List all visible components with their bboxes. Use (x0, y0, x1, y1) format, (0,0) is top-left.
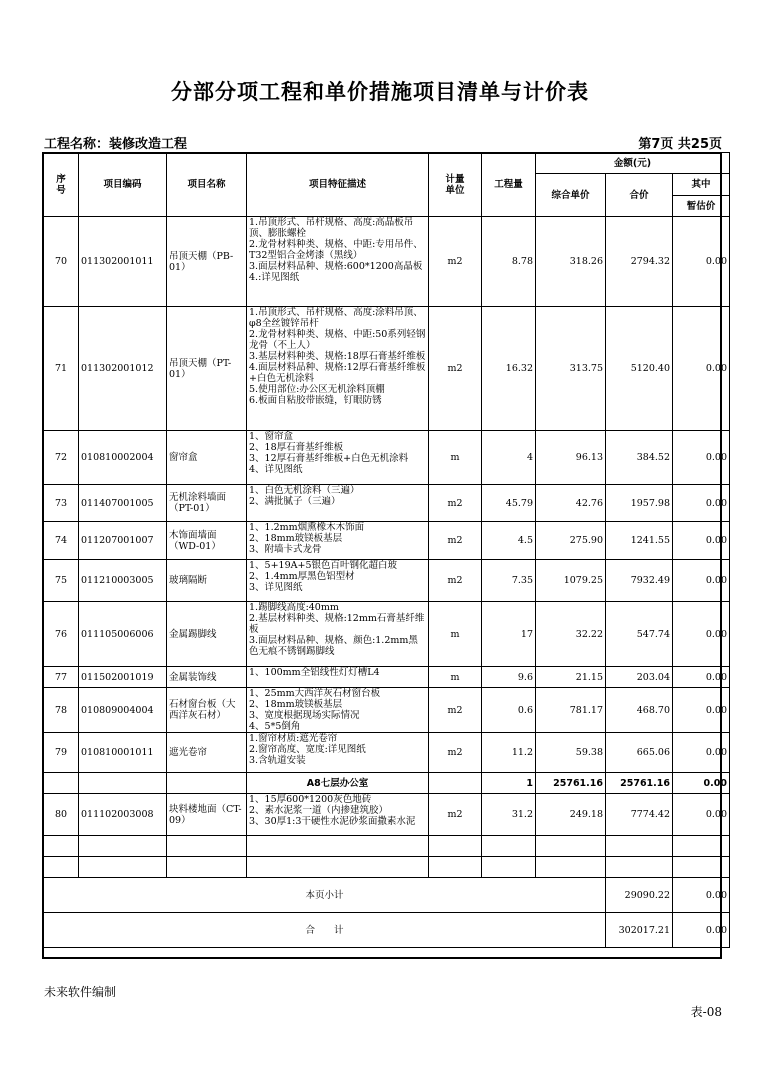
empty-cell (429, 857, 482, 878)
header-seq: 序 号 (44, 153, 79, 217)
row-unit: m2 (429, 794, 482, 836)
empty-cell (606, 857, 673, 878)
row-unit: m2 (429, 307, 482, 431)
section-unit-price: 25761.16 (536, 773, 606, 794)
row-name: 窗帘盒 (167, 431, 247, 485)
row-provisional: 0.00 (673, 485, 730, 522)
row-qty: 9.6 (482, 667, 536, 688)
header-code: 项目编码 (79, 153, 167, 217)
section-empty (429, 773, 482, 794)
row-provisional: 0.00 (673, 431, 730, 485)
row-total: 2794.32 (606, 217, 673, 307)
table-row (44, 688, 730, 733)
row-qty: 31.2 (482, 794, 536, 836)
row-qty: 8.78 (482, 217, 536, 307)
section-row (44, 773, 730, 794)
empty-cell (482, 857, 536, 878)
form-number: 表-08 (690, 1005, 722, 1019)
row-feature: 1.踢脚线高度:40mm 2.基层材料种类、规格:12mm石膏基纤维板 3.面层材料品种、规格、颜色:1.2mm黑色无痕不锈钢踢脚线 (247, 602, 429, 667)
row-unit-price: 59.38 (536, 733, 606, 773)
empty-cell (44, 836, 79, 857)
row-seq: 80 (44, 794, 79, 836)
row-unit: m2 (429, 522, 482, 560)
page-title: 分部分项工程和单价措施项目清单与计价表 (171, 80, 589, 104)
section-provisional: 0.00 (673, 773, 730, 794)
empty-row (44, 857, 730, 878)
row-seq: 71 (44, 307, 79, 431)
row-name: 木饰面墙面（WD-01） (167, 522, 247, 560)
row-code: 011302001012 (79, 307, 167, 431)
row-provisional: 0.00 (673, 733, 730, 773)
row-code: 011210003005 (79, 560, 167, 602)
row-feature: 1、白色无机涂料（三遍） 2、满批腻子（三遍） (247, 485, 429, 522)
table-row (44, 431, 730, 485)
row-name: 金属装饰线 (167, 667, 247, 688)
row-feature: 1、15厚600*1200灰色地砖 2、素水泥浆一道（内掺建筑胶） 3、30厚1:3干硬性水泥砂浆面撒素水泥 (247, 794, 429, 836)
row-unit: m2 (429, 560, 482, 602)
section-empty (167, 773, 247, 794)
row-code: 011407001005 (79, 485, 167, 522)
row-feature: 1.吊顶形式、吊杆规格、高度:高晶板吊顶、膨胀螺栓 2.龙骨材料种类、规格、中距:专用吊件、T32型铝合金烤漆（黑线） 3.面层材料品种、规格:600*1200高晶板 4.:详见图纸 (247, 217, 429, 307)
row-seq: 76 (44, 602, 79, 667)
empty-cell (247, 857, 429, 878)
page-info: 第7页 共25页 (638, 137, 722, 152)
row-total: 384.52 (606, 431, 673, 485)
section-qty: 1 (482, 773, 536, 794)
empty-row (44, 836, 730, 857)
table-row (44, 522, 730, 560)
empty-cell (79, 836, 167, 857)
row-provisional: 0.00 (673, 688, 730, 733)
row-provisional: 0.00 (673, 602, 730, 667)
empty-cell (247, 836, 429, 857)
row-code: 010810001011 (79, 733, 167, 773)
empty-cell (536, 857, 606, 878)
grandtotal-row (44, 913, 730, 948)
row-unit: m (429, 667, 482, 688)
row-total: 5120.40 (606, 307, 673, 431)
row-unit: m2 (429, 688, 482, 733)
header-unit-price: 综合单价 (536, 174, 606, 217)
row-name: 金属踢脚线 (167, 602, 247, 667)
row-unit-price: 96.13 (536, 431, 606, 485)
header-unit: 计量 单位 (429, 153, 482, 217)
row-provisional: 0.00 (673, 794, 730, 836)
row-code: 011105006006 (79, 602, 167, 667)
table-row (44, 307, 730, 431)
row-unit-price: 21.15 (536, 667, 606, 688)
row-unit-price: 42.76 (536, 485, 606, 522)
header-qty: 工程量 (482, 153, 536, 217)
header-amount: 金额(元) (536, 153, 730, 174)
row-feature: 1.吊顶形式、吊杆规格、高度:涂料吊顶、φ8全丝镀锌吊杆 2.龙骨材料种类、规格、中距:50系列轻钢龙骨（不上人） 3.基层材料种类、规格:18厚石膏基纤维板 4.面层材料品种、规格:12厚石膏基纤维板+白色无机涂料 5.使用部位:办公区无机涂料顶棚 6.板面自粘胶带嵌缝，钉眼防锈 (247, 307, 429, 431)
empty-cell (167, 836, 247, 857)
row-unit-price: 318.26 (536, 217, 606, 307)
row-unit-price: 249.18 (536, 794, 606, 836)
row-total: 665.06 (606, 733, 673, 773)
row-qty: 4.5 (482, 522, 536, 560)
row-seq: 78 (44, 688, 79, 733)
grandtotal-provisional: 0.00 (673, 913, 730, 948)
row-unit-price: 313.75 (536, 307, 606, 431)
header-name: 项目名称 (167, 153, 247, 217)
row-name: 石材窗台板（大西洋灰石材） (167, 688, 247, 733)
row-code: 011502001019 (79, 667, 167, 688)
grandtotal-total: 302017.21 (606, 913, 673, 948)
row-unit-price: 1079.25 (536, 560, 606, 602)
table-row (44, 485, 730, 522)
row-feature: 1、100mm全铝线性灯灯槽L4 (247, 667, 429, 688)
row-provisional: 0.00 (673, 217, 730, 307)
row-name: 块料楼地面（CT-09） (167, 794, 247, 836)
subtotal-total: 29090.22 (606, 878, 673, 913)
row-total: 203.04 (606, 667, 673, 688)
table-row (44, 794, 730, 836)
table-row (44, 217, 730, 307)
row-name: 吊顶天棚（PT-01） (167, 307, 247, 431)
row-unit-price: 781.17 (536, 688, 606, 733)
row-name: 吊顶天棚（PB-01） (167, 217, 247, 307)
row-feature: 1、窗帘盒 2、18厚石膏基纤维板 3、12厚石膏基纤维板+白色无机涂料 4、详见图纸 (247, 431, 429, 485)
row-total: 7932.49 (606, 560, 673, 602)
row-code: 011207001007 (79, 522, 167, 560)
row-total: 1241.55 (606, 522, 673, 560)
row-qty: 4 (482, 431, 536, 485)
row-unit: m (429, 431, 482, 485)
row-qty: 17 (482, 602, 536, 667)
software-credit: 未来软件编制 (44, 985, 117, 999)
row-name: 遮光卷帘 (167, 733, 247, 773)
row-seq: 74 (44, 522, 79, 560)
row-total: 547.74 (606, 602, 673, 667)
row-seq: 73 (44, 485, 79, 522)
table-row (44, 602, 730, 667)
row-total: 468.70 (606, 688, 673, 733)
row-provisional: 0.00 (673, 522, 730, 560)
row-name: 无机涂料墙面（PT-01） (167, 485, 247, 522)
row-seq: 79 (44, 733, 79, 773)
project-name: 工程名称：装修改造工程 (44, 137, 188, 152)
row-provisional: 0.00 (673, 307, 730, 431)
empty-cell (429, 836, 482, 857)
section-label: A8七层办公室 (247, 773, 429, 794)
row-feature: 1、1.2mm烟熏橡木木饰面 2、18mm玻镁板基层 3、附墙卡式龙骨 (247, 522, 429, 560)
row-unit: m (429, 602, 482, 667)
empty-cell (44, 857, 79, 878)
section-empty (44, 773, 79, 794)
header-of-which: 其中 (673, 174, 730, 196)
section-empty (79, 773, 167, 794)
section-total: 25761.16 (606, 773, 673, 794)
row-seq: 72 (44, 431, 79, 485)
row-feature: 1、25mm大西洋灰石材窗台板 2、18mm玻镁板基层 3、宽度根据现场实际情况 4、5*5倒角 (247, 688, 429, 733)
row-provisional: 0.00 (673, 560, 730, 602)
header-feature: 项目特征描述 (247, 153, 429, 217)
row-provisional: 0.00 (673, 667, 730, 688)
row-feature: 1、5+19A+5银色百叶钢化超白玻 2、1.4mm厚黑色铝型材 3、详见图纸 (247, 560, 429, 602)
subtotal-row (44, 878, 730, 913)
row-seq: 75 (44, 560, 79, 602)
header-provisional: 暂估价 (673, 196, 730, 217)
row-code: 011302001011 (79, 217, 167, 307)
table-row (44, 733, 730, 773)
empty-cell (606, 836, 673, 857)
bill-table (43, 152, 730, 948)
row-total: 7774.42 (606, 794, 673, 836)
row-unit-price: 275.90 (536, 522, 606, 560)
subtotal-label: 本页小计 (44, 878, 606, 913)
subtotal-provisional: 0.00 (673, 878, 730, 913)
empty-cell (167, 857, 247, 878)
row-seq: 77 (44, 667, 79, 688)
empty-cell (482, 836, 536, 857)
row-total: 1957.98 (606, 485, 673, 522)
row-seq: 70 (44, 217, 79, 307)
row-unit: m2 (429, 485, 482, 522)
row-qty: 16.32 (482, 307, 536, 431)
row-qty: 11.2 (482, 733, 536, 773)
row-qty: 0.6 (482, 688, 536, 733)
row-name: 玻璃隔断 (167, 560, 247, 602)
table-row (44, 560, 730, 602)
row-qty: 45.79 (482, 485, 536, 522)
table-row (44, 667, 730, 688)
empty-cell (673, 836, 730, 857)
row-code: 010809004004 (79, 688, 167, 733)
row-unit: m2 (429, 733, 482, 773)
empty-cell (673, 857, 730, 878)
header-total: 合价 (606, 174, 673, 217)
row-unit-price: 32.22 (536, 602, 606, 667)
row-unit: m2 (429, 217, 482, 307)
row-feature: 1.窗帘材质:遮光卷帘 2.窗帘高度、宽度:详见图纸 3.含轨道安装 (247, 733, 429, 773)
grandtotal-label: 合 计 (44, 913, 606, 948)
row-qty: 7.35 (482, 560, 536, 602)
row-code: 010810002004 (79, 431, 167, 485)
empty-cell (79, 857, 167, 878)
empty-cell (536, 836, 606, 857)
row-code: 011102003008 (79, 794, 167, 836)
